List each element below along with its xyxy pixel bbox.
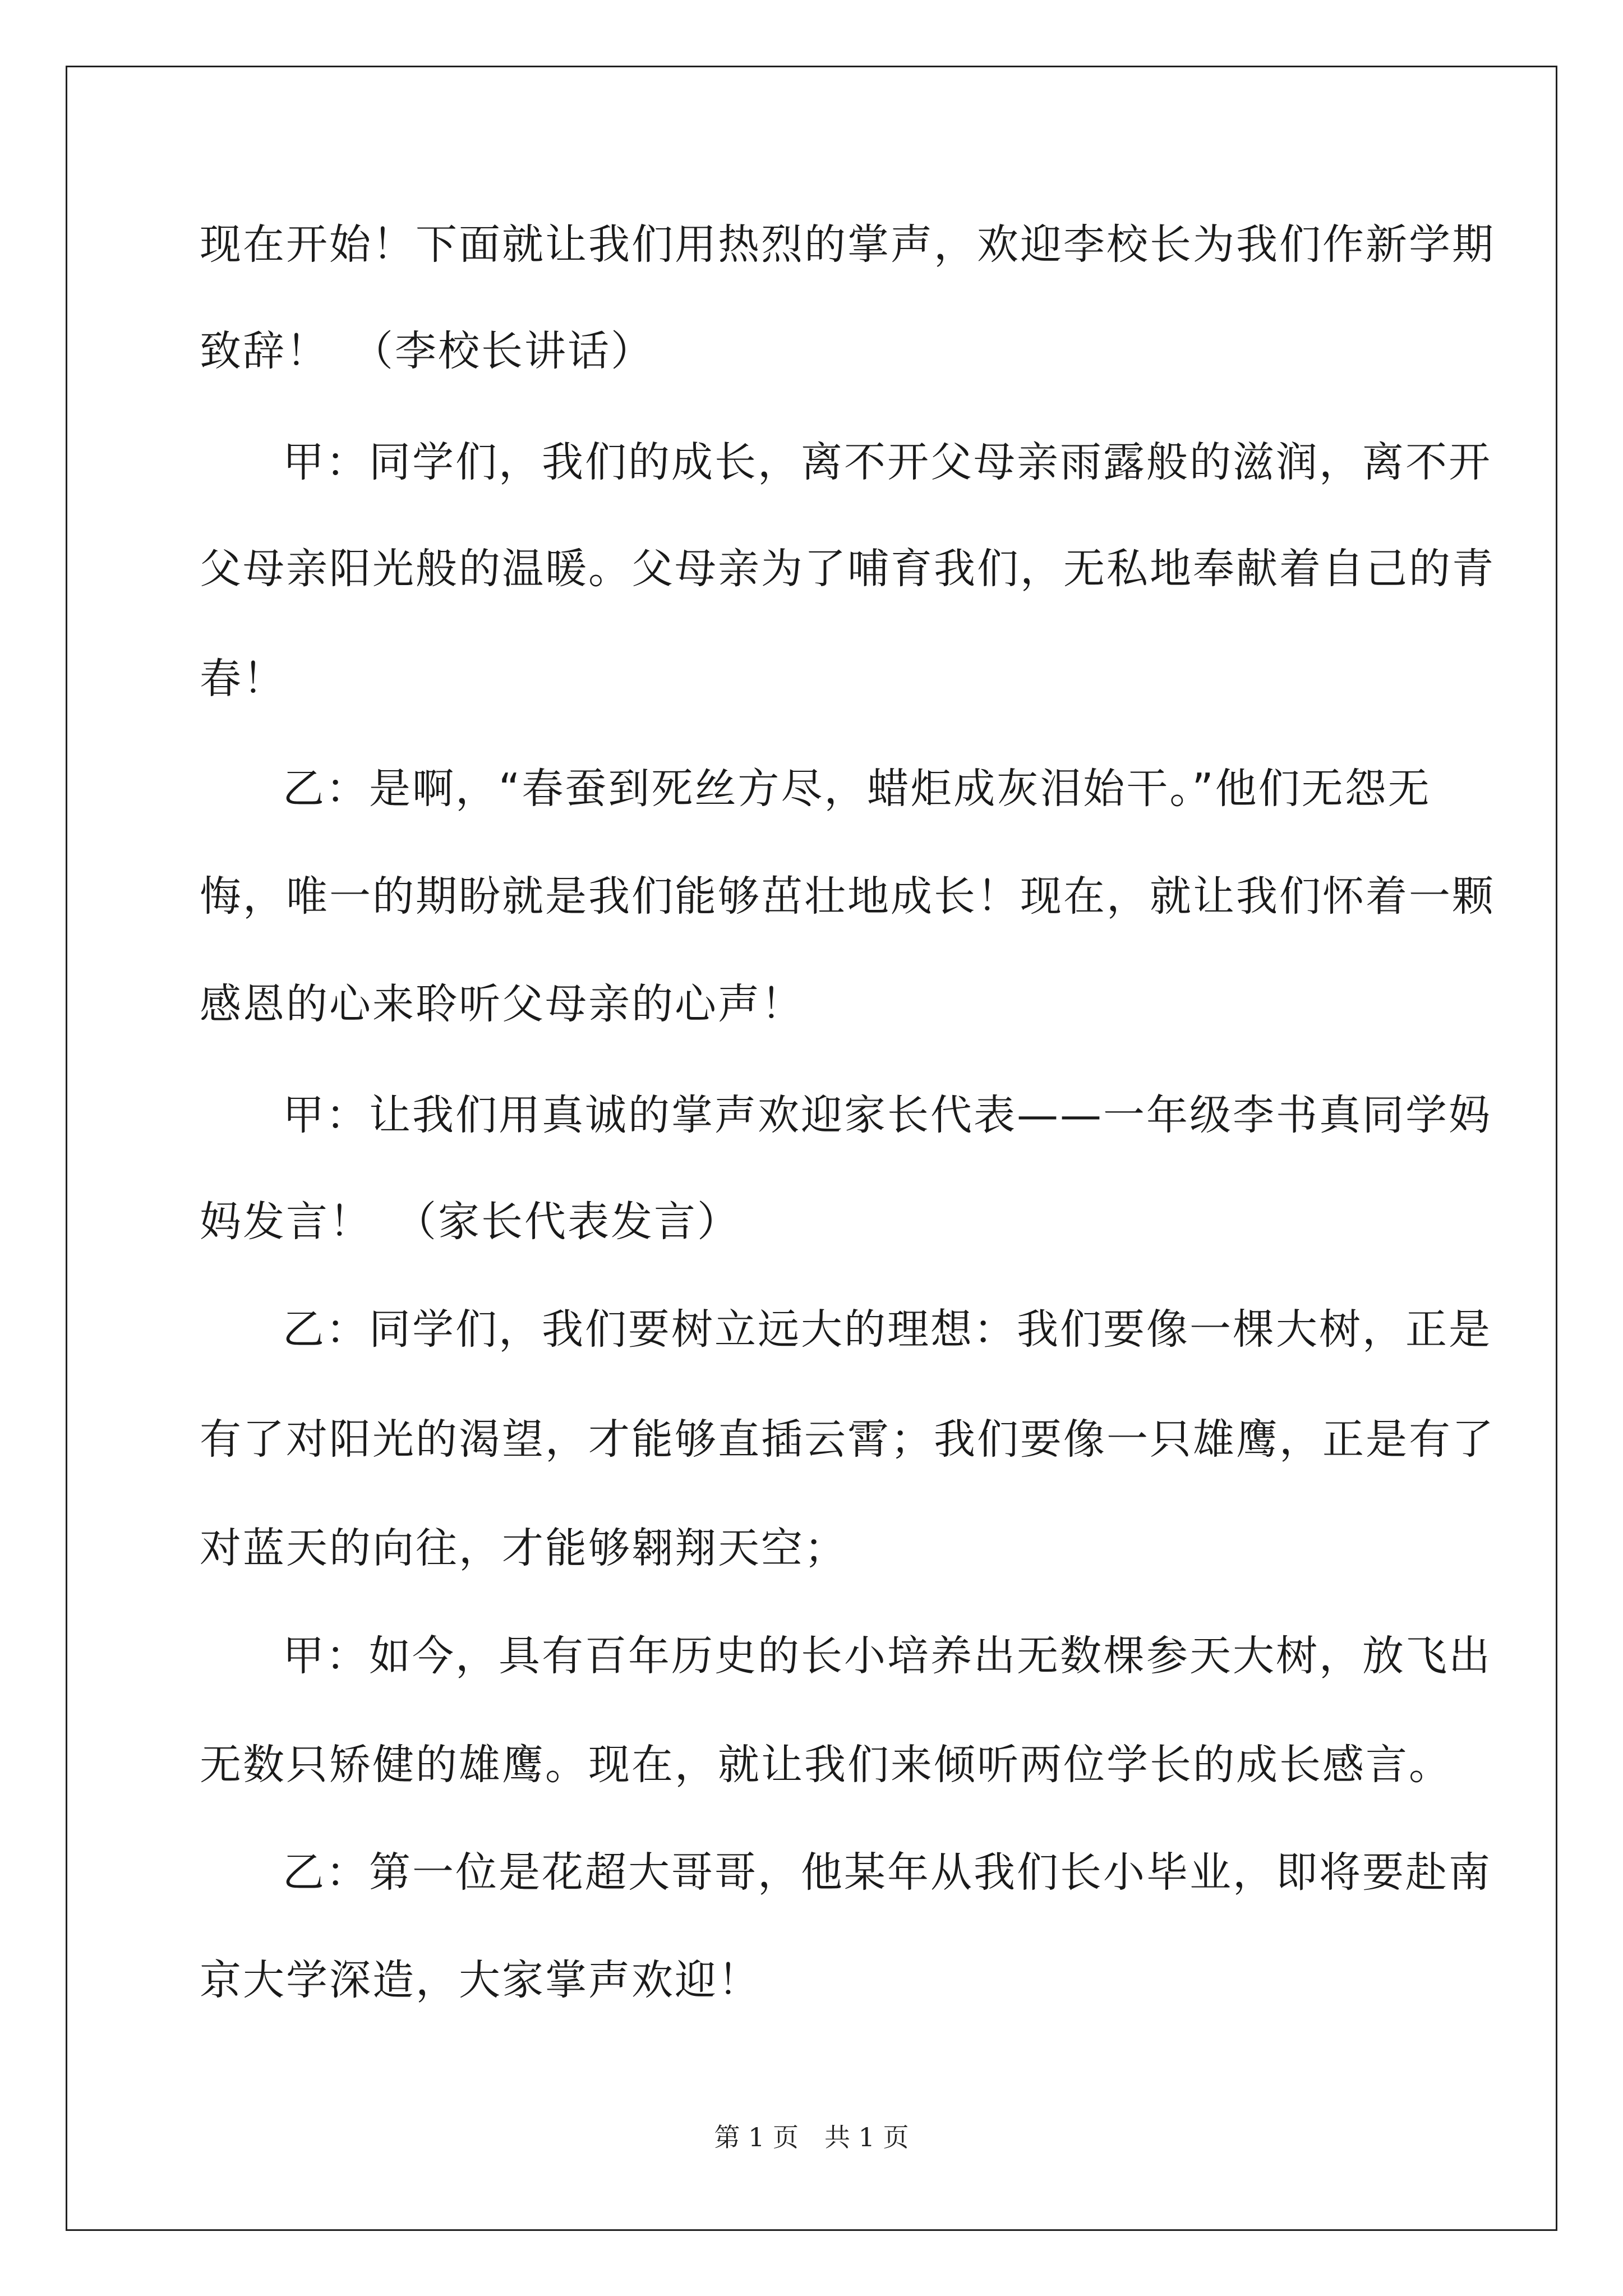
text-line: 京大学深造，大家掌声欢迎！ (200, 1956, 761, 2004)
text-line: 春！ (200, 655, 286, 703)
text-line: 致辞！ （李校长讲话） (200, 327, 654, 375)
paragraph-start-line: 甲：如今，具有百年历史的长小培养出无数棵参天大树，放飞出 (283, 1632, 1492, 1680)
paragraph-start-line: 甲：让我们用真诚的掌声欢迎家长代表——一年级李书真同学妈 (283, 1091, 1492, 1139)
page-border (66, 66, 1557, 2231)
paragraph-start-line: 乙：第一位是花超大哥哥，他某年从我们长小毕业，即将要赴南 (283, 1848, 1492, 1897)
paragraph-start-line: 乙：是啊，“春蚕到死丝方尽，蜡炬成灰泪始干。”他们无怨无 (283, 765, 1431, 813)
text-line: 有了对阳光的渴望，才能够直插云霄；我们要像一只雄鹰，正是有了 (200, 1415, 1495, 1464)
text-line: 悔，唯一的期盼就是我们能够茁壮地成长！现在，就让我们怀着一颗 (200, 872, 1495, 921)
text-line: 现在开始！下面就让我们用热烈的掌声，欢迎李校长为我们作新学期 (200, 220, 1495, 269)
paragraph-start-line: 乙：同学们，我们要树立远大的理想：我们要像一棵大树，正是 (283, 1305, 1492, 1354)
paragraph-start-line: 甲：同学们，我们的成长，离不开父母亲雨露般的滋润，离不开 (283, 438, 1492, 486)
text-line: 父母亲阳光般的温暖。父母亲为了哺育我们，无私地奉献着自己的青 (200, 545, 1495, 593)
text-line: 对蓝天的向往，才能够翱翔天空； (200, 1524, 847, 1572)
text-line: 无数只矫健的雄鹰。现在，就让我们来倾听两位学长的成长感言。 (200, 1741, 1452, 1789)
text-line: 妈发言！ （家长代表发言） (200, 1198, 740, 1246)
page-number-footer: 第 1 页 共 1 页 (714, 2122, 909, 2152)
text-line: 感恩的心来聆听父母亲的心声！ (200, 980, 804, 1028)
